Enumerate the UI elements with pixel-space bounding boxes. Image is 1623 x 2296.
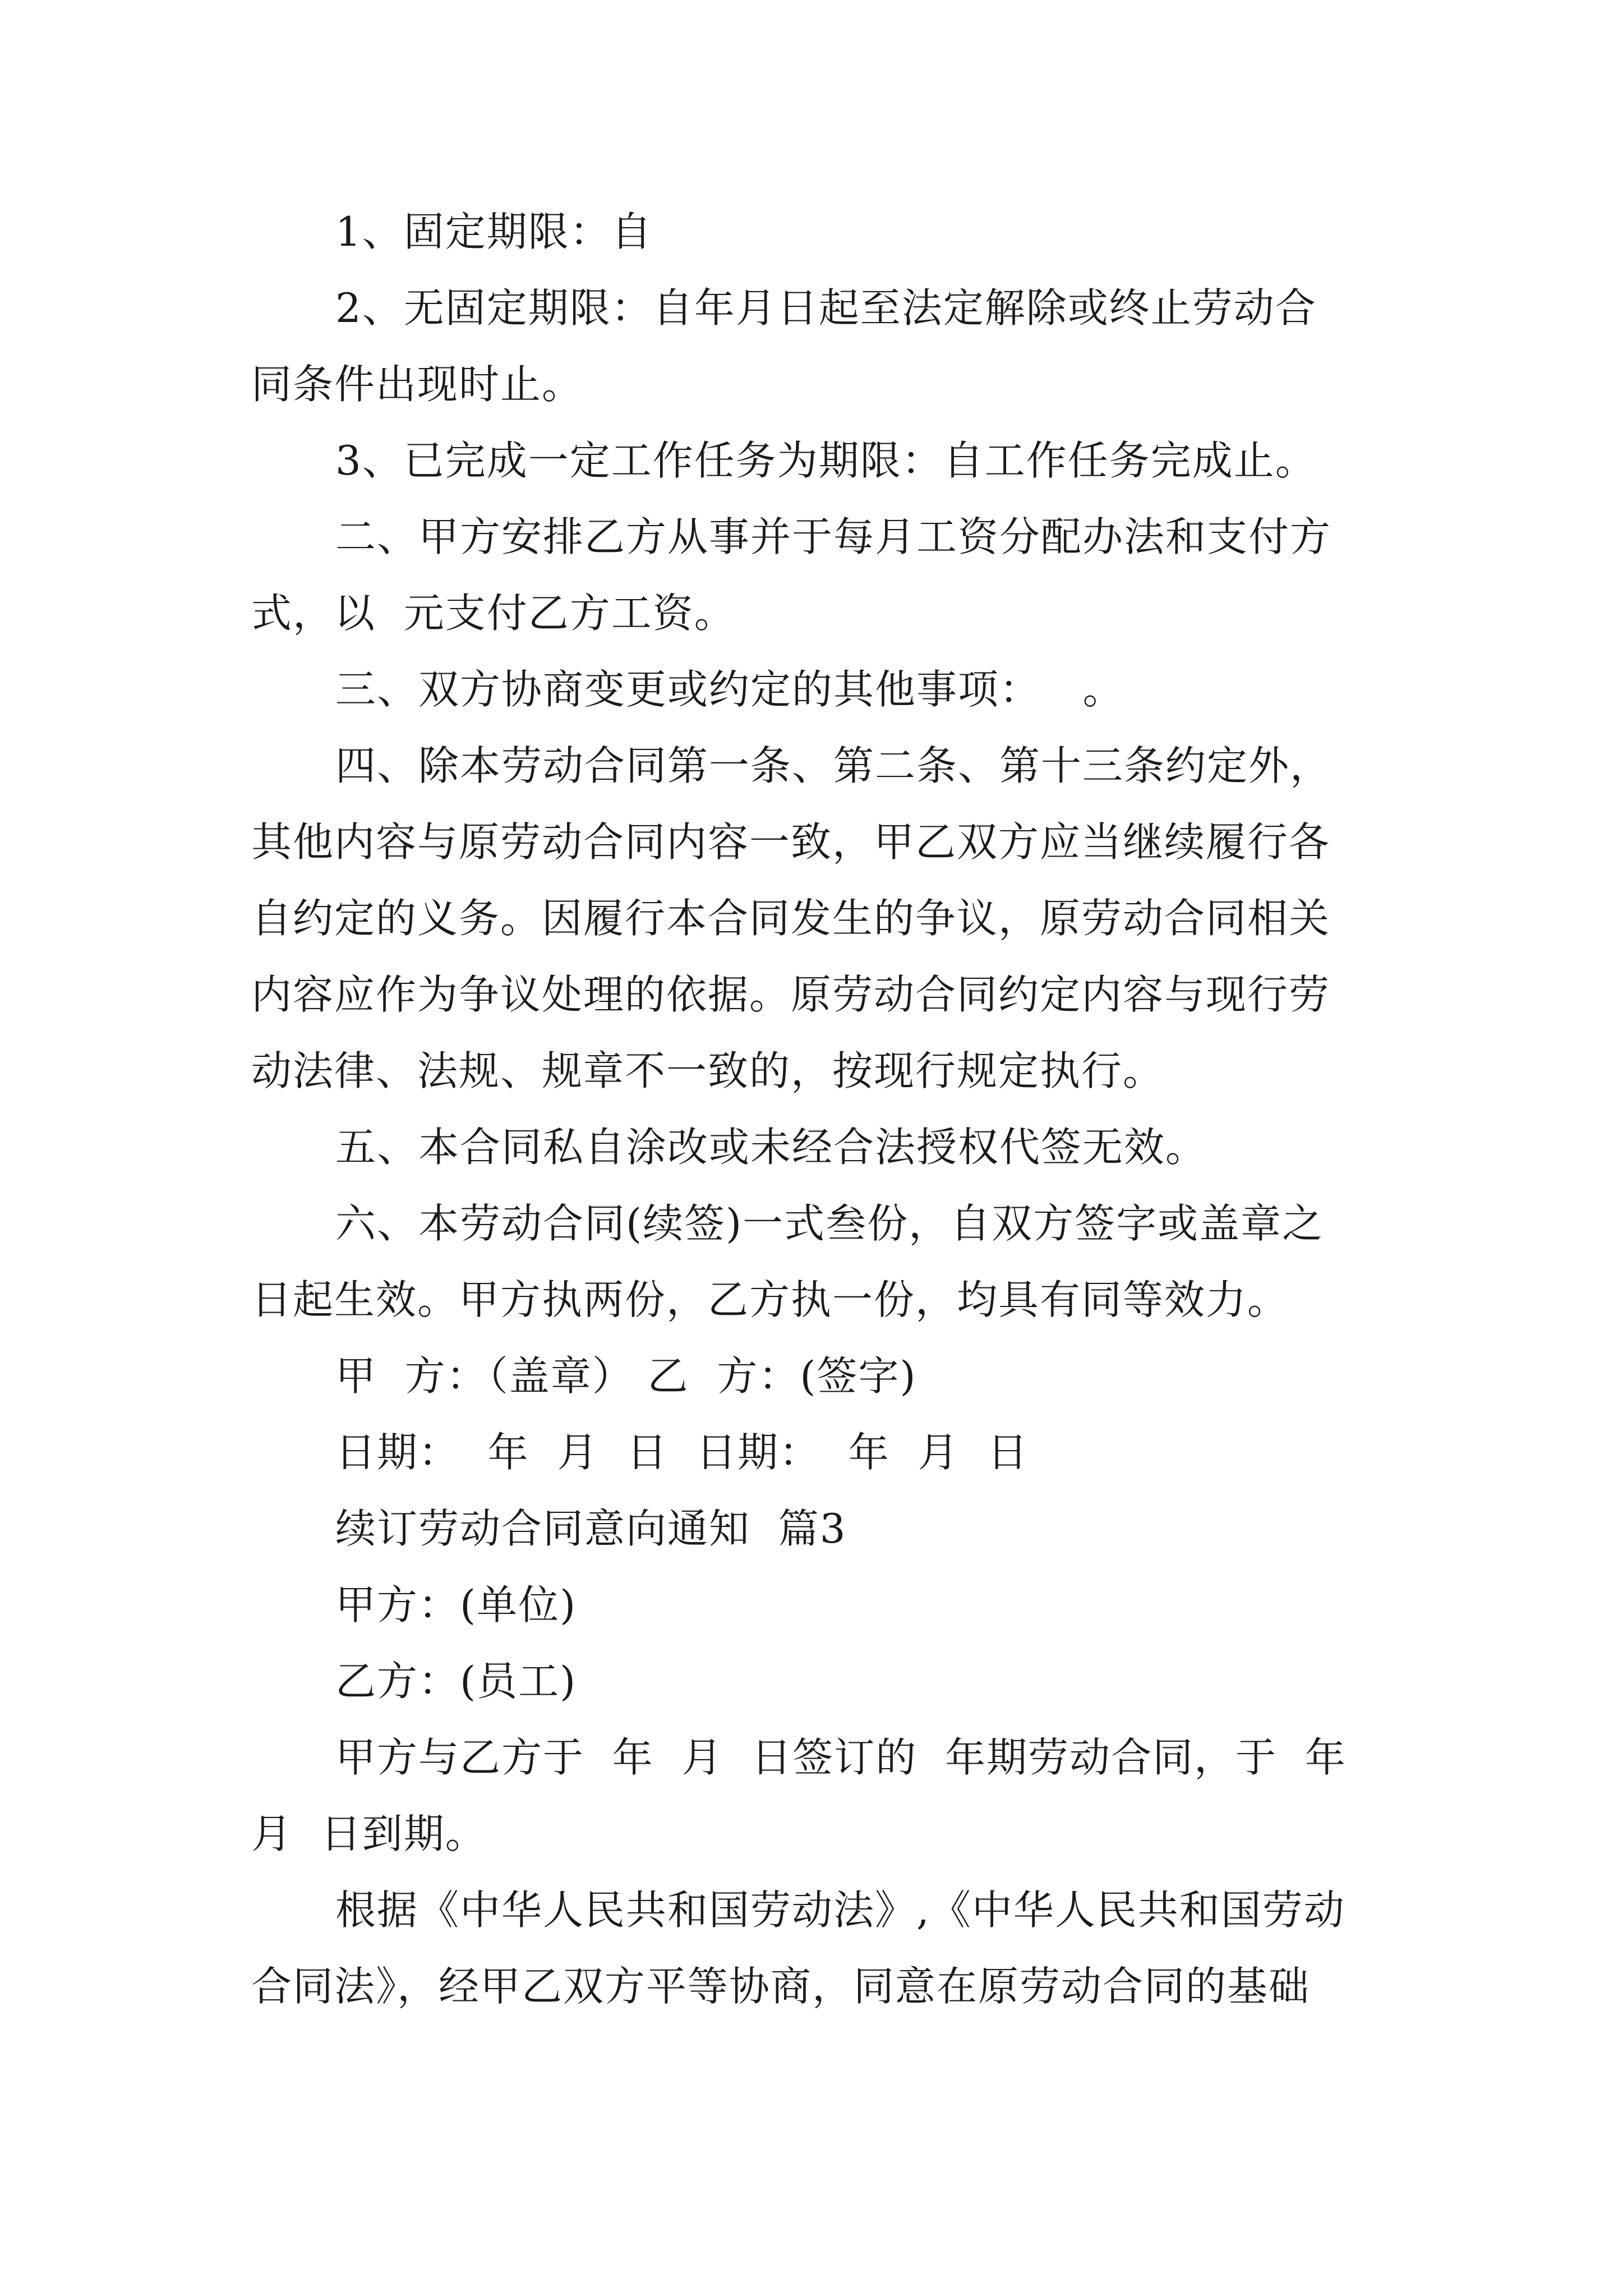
clause-six: 六、本劳动合同(续签)一式叁份，自双方签字或盖章之	[335, 1200, 1324, 1247]
clause-four-cont-2: 自约定的义务。因履行本合同发生的争议，原劳动合同相关	[251, 895, 1331, 942]
notice-para-1-cont: 月 日到期。	[251, 1810, 487, 1857]
clause-four-cont-1: 其他内容与原劳动合同内容一致，甲乙双方应当继续履行各	[251, 818, 1331, 866]
document-body	[251, 194, 1398, 2024]
date-line: 日期： 年 月 日 日期： 年 月 日	[335, 1429, 1029, 1476]
party-a-line: 甲方：(单位)	[335, 1581, 577, 1628]
notice-para-2-cont: 合同法》，经甲乙双方平等协商，同意在原劳动合同的基础	[251, 1963, 1311, 2010]
clause-three: 三、双方协商变更或约定的其他事项： 。	[335, 666, 1124, 713]
clause-two: 二、甲方安排乙方从事并于每月工资分配办法和支付方	[335, 513, 1332, 560]
clause-six-cont: 日起生效。甲方执两份，乙方执一份，均具有同等效力。	[251, 1276, 1289, 1323]
signature-line: 甲 方：（盖章） 乙 方：(签字)	[335, 1352, 917, 1400]
clause-four-cont-4: 动法律、法规、规章不一致的，按现行规定执行。	[251, 1047, 1165, 1094]
notice-para-1: 甲方与乙方于 年 月 日签订的 年期劳动合同，于 年	[335, 1734, 1347, 1781]
clause-two-cont: 式，以 元支付乙方工资。	[251, 590, 736, 637]
clause-open-term: 2、无固定期限：自年月日起至法定解除或终止劳动合	[335, 284, 1317, 332]
clause-five: 五、本合同私自涂改或未经合法授权代签无效。	[335, 1124, 1207, 1171]
section-heading: 续订劳动合同意向通知 篇3	[335, 1505, 847, 1552]
party-b-line: 乙方：(员工)	[335, 1658, 577, 1705]
clause-open-term-cont: 同条件出现时止。	[251, 361, 584, 408]
clause-four: 四、除本劳动合同第一条、第二条、第十三条约定外，	[335, 742, 1332, 789]
clause-task-term: 3、已完成一定工作任务为期限：自工作任务完成止。	[335, 437, 1317, 484]
clause-fixed-term: 1、固定期限：自	[335, 208, 653, 255]
clause-four-cont-3: 内容应作为争议处理的依据。原劳动合同约定内容与现行劳	[251, 971, 1331, 1018]
notice-para-2: 根据《中华人民共和国劳动法》,《中华人民共和国劳动	[335, 1887, 1345, 1934]
